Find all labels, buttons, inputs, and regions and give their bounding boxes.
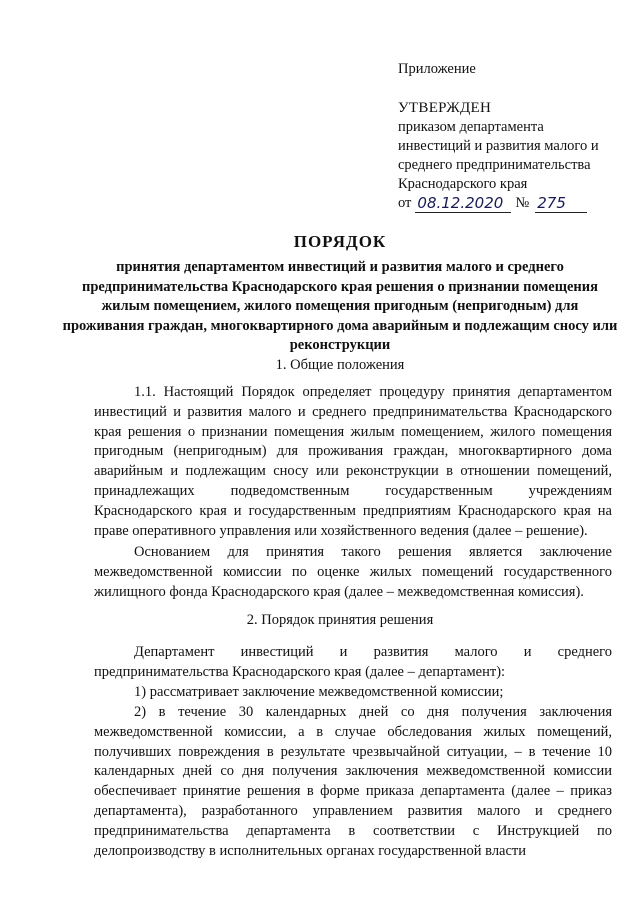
title-subtitle: принятия департаментом инвестиций и развития малого и среднего предпринимательства Краснодарского края решения о признании помещения жилым помещением, жилого помещения пригодным (непригодным) для проживания граждан, многоквартирного дома аварийным и подлежащим сносу или реконструкции: [62, 259, 618, 353]
section-heading: 2. Порядок принятия решения: [246, 612, 434, 628]
handwritten-number: 275: [535, 195, 587, 213]
paragraph: Основанием для принятия такого решения является заключение межведомственной комиссии по оценке жилых помещений государственного жилищного фонда Краснодарского края (далее – межведомственная комиссия).: [94, 544, 612, 600]
date-number-line: [398, 194, 628, 213]
approved-label: УТВЕРЖДЕН: [398, 100, 492, 116]
approval-line: среднего предпринимательства: [398, 157, 591, 173]
handwritten-date: 08.12.2020: [415, 195, 511, 213]
section-heading: 1. Общие положения: [275, 357, 405, 373]
number-prefix: №: [515, 195, 530, 211]
approval-line: Краснодарского края: [398, 176, 528, 192]
paragraph: Департамент инвестиций и развития малого и среднего предпринимательства Краснодарского края (далее – департамент):: [94, 644, 612, 680]
paragraph: 1) рассматривает заключение межведомственной комиссии;: [134, 684, 504, 700]
title-main: ПОРЯДОК: [293, 232, 387, 251]
approval-stamp: [398, 60, 628, 213]
approval-line: приказом департамента: [398, 119, 544, 135]
document-title: [60, 232, 620, 356]
paragraph: 1.1. Настоящий Порядок определяет процедуру принятия департаментом инвестиций и развития малого и среднего предпринимательства Краснодарского края решения о признании помещения жилым помещением, жилого помещения пригодным (непригодным) для проживания граждан, многоквартирного дома аварийным и подлежащим сносу или реконструкции в отношении помещений, принадлежащих подведомственным государственным учреждениям Краснодарского края и государственным предприятиям Краснодарского края на праве оперативного управления или хозяйственного ведения (далее – решение).: [94, 384, 612, 539]
date-prefix: от: [398, 195, 412, 211]
paragraph: 2) в течение 30 календарных дней со дня получения заключения межведомственной комиссии, а в случае обследования жилых помещений, получивших повреждения в результате чрезвычайной ситуации, – в течение 10 календарных дней со дня получения заключения межведомственной комиссии обеспечивает принятие решения в форме приказа департамента (далее – приказ департамента), разработанного управлением развития малого и среднего предпринимательства департамента в соответствии с Инструкцией по делопроизводству в исполнительных органах государственной власти: [94, 704, 612, 859]
annex-label: Приложение: [398, 61, 476, 77]
approval-line: инвестиций и развития малого и: [398, 138, 599, 154]
